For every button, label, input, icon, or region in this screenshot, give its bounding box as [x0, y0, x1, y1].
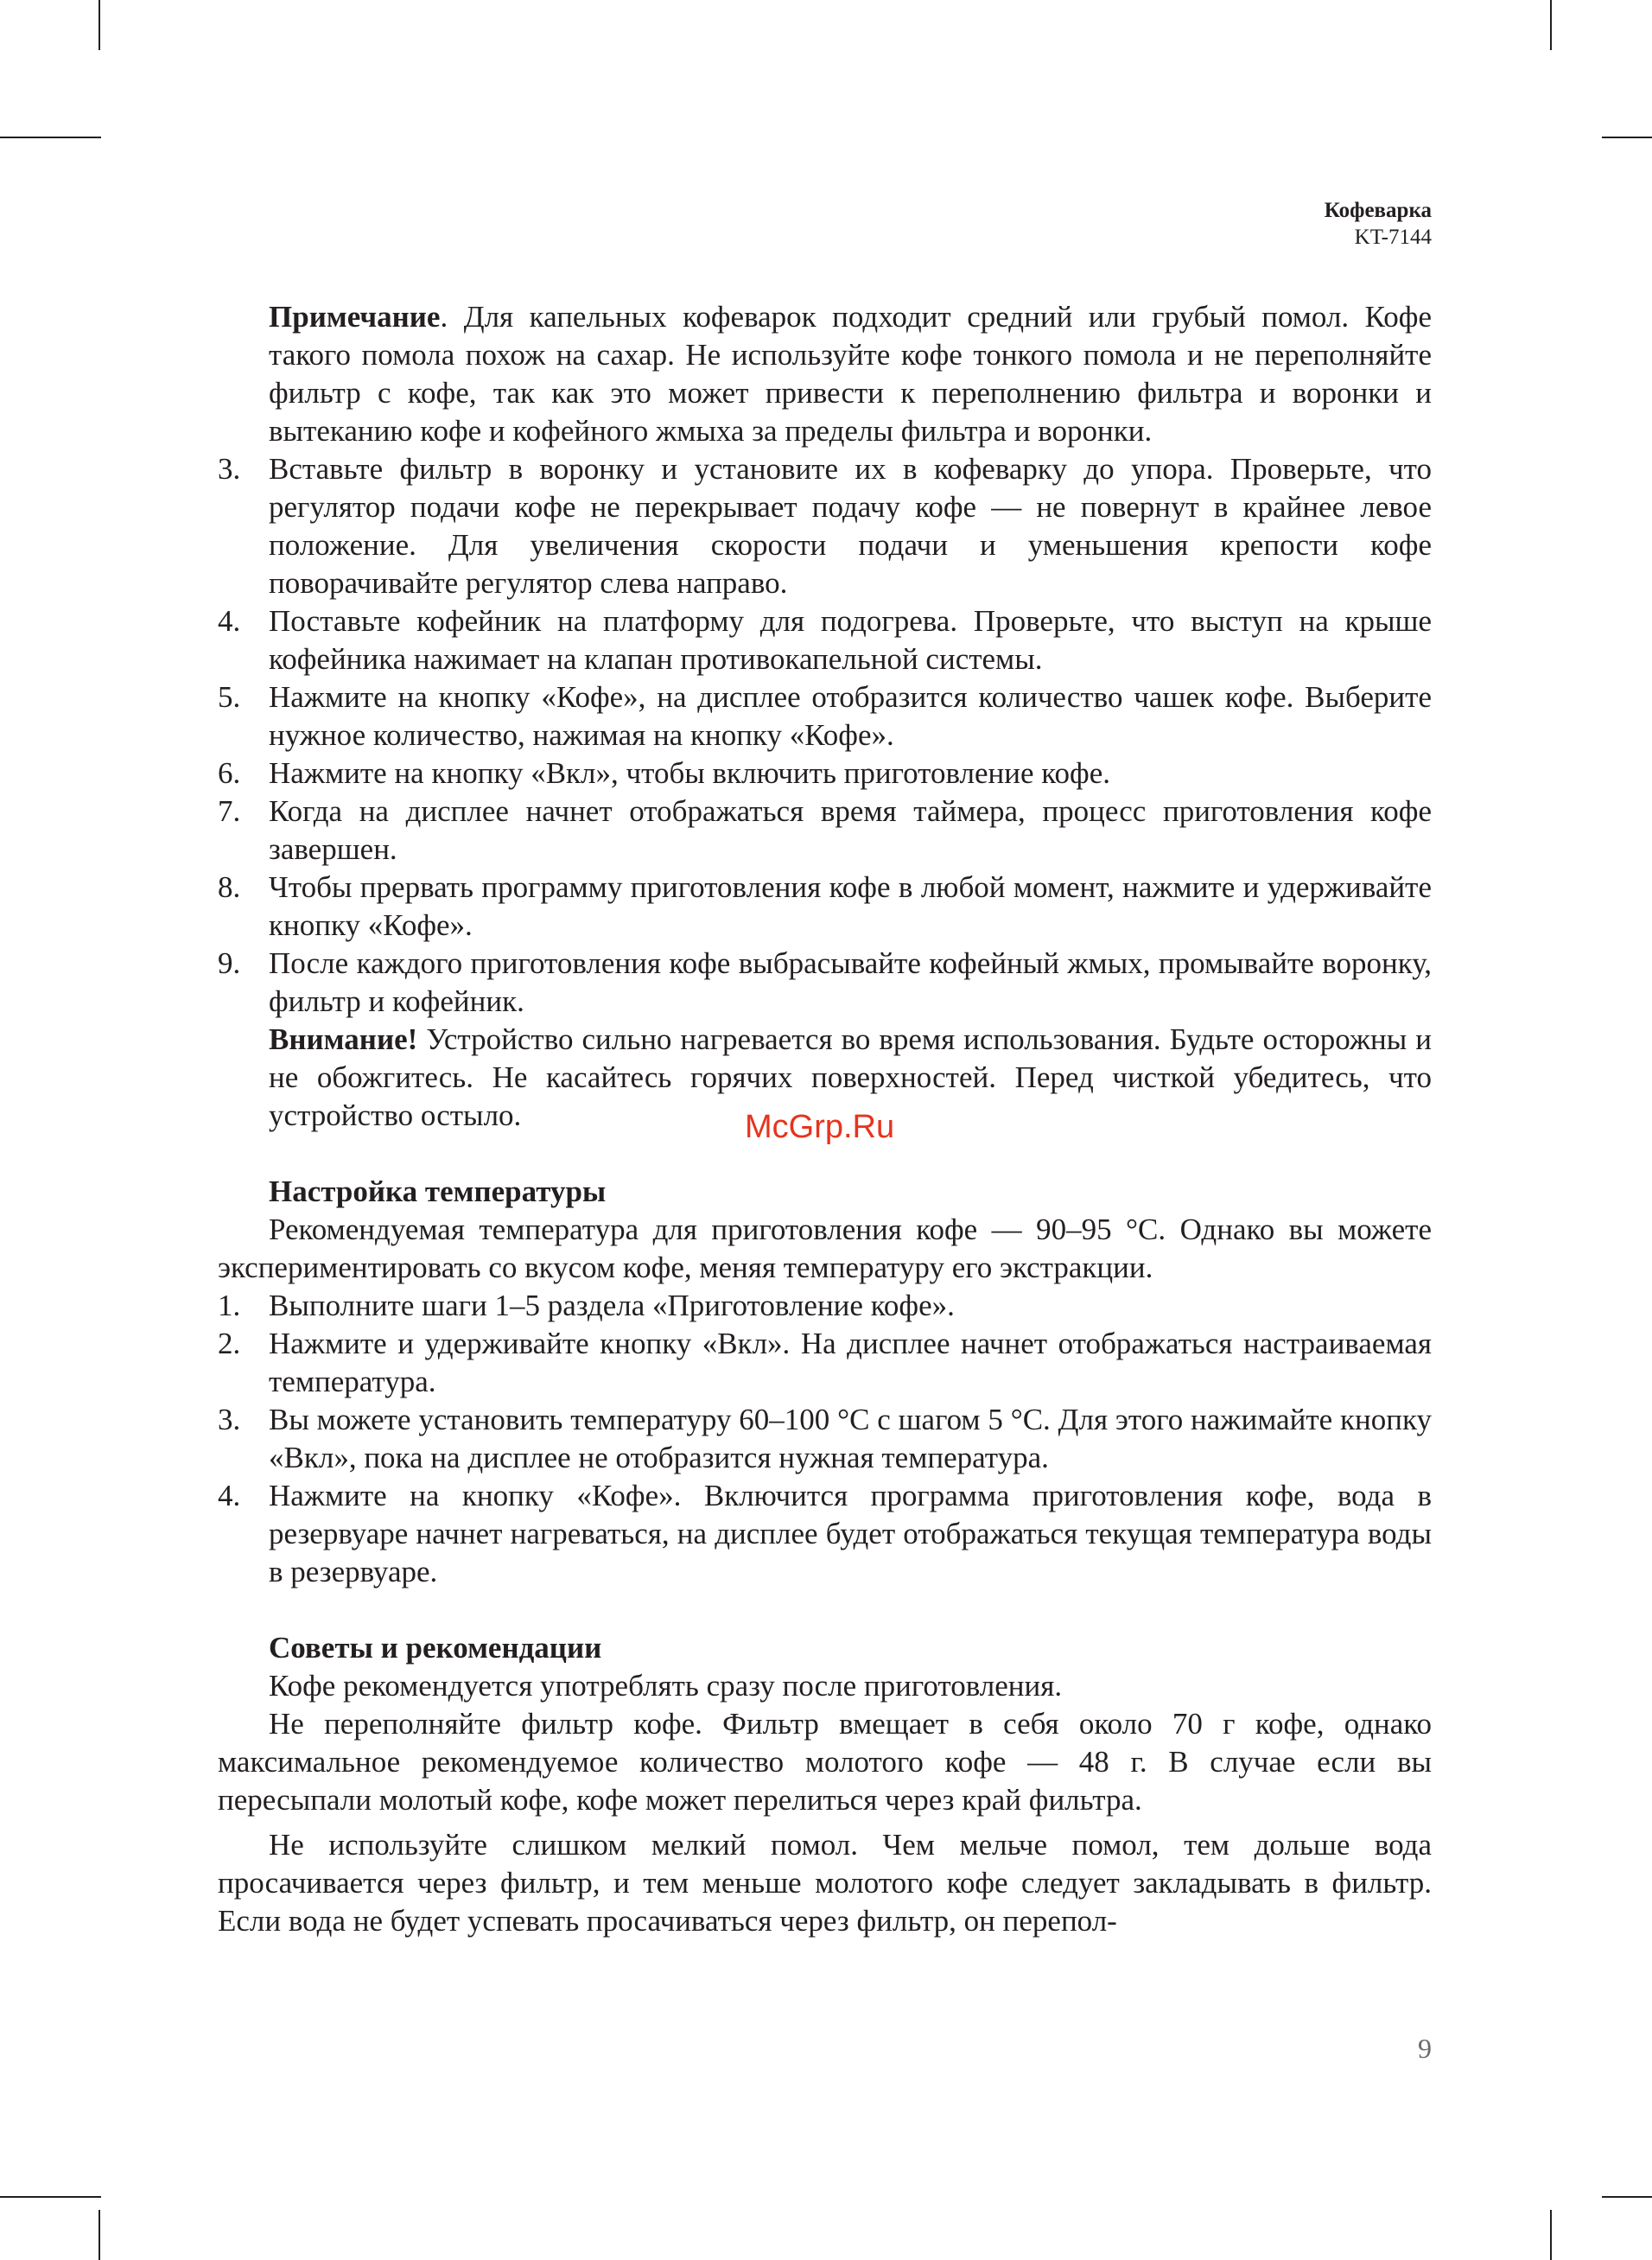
list-text: Выполните шаги 1–5 раздела «Приготовление кофе».: [269, 1289, 955, 1322]
list-number: 8.: [218, 870, 241, 904]
tips-paragraph: Не используйте слишком мелкий помол. Чем мельче помол, тем дольше вода просачивается через фильтр, и тем меньше молотого кофе следует закладывать в фильтр. Если вода не будет успевать просачиваться через фильтр, он перепол-: [218, 1828, 1432, 1938]
list-item: [218, 793, 1432, 869]
list-number: 3.: [218, 452, 241, 486]
list-number: 4.: [218, 604, 241, 638]
list-item: [218, 1325, 1432, 1401]
warning-text: Устройство сильно нагревается во время использования. Будьте осторожны и не обожгитесь. Не касайтесь горячих поверхностей. Перед чисткой убедитесь, что устройство остыло.: [269, 1022, 1432, 1132]
watermark: McGrp.Ru: [745, 1109, 895, 1145]
list-text: Нажмите на кнопку «Кофе». Включится программа приготовления кофе, вода в резервуаре начнет нагреваться, на дисплее будет отображаться текущая температура воды в резервуаре.: [269, 1479, 1432, 1588]
header-model: KT-7144: [1354, 226, 1432, 249]
list-number: 2.: [218, 1327, 241, 1360]
list-item: [218, 1287, 1432, 1325]
running-header: [1325, 197, 1432, 251]
list-item: [218, 1477, 1432, 1591]
list-item: [218, 1401, 1432, 1477]
list-text: Чтобы прервать программу приготовления кофе в любой момент, нажмите и удерживайте кнопку «Кофе».: [269, 870, 1432, 942]
list-text: Поставьте кофейник на платформу для подогрева. Проверьте, что выступ на крыше кофейника нажимает на клапан противокапельной системы.: [269, 604, 1432, 676]
section-heading-tips: Советы и рекомендации: [269, 1631, 602, 1665]
tips-paragraph: Не переполняйте фильтр кофе. Фильтр вмещает в себя около 70 г кофе, однако максимальное рекомендуемое количество молотого кофе — 48 г. В случае если вы пересыпали молотый кофе, кофе может перелиться через край фильтра.: [218, 1707, 1432, 1817]
list-number: 7.: [218, 794, 241, 828]
list-item: [218, 945, 1432, 1021]
list-number: 6.: [218, 756, 241, 790]
list-item: [218, 754, 1432, 793]
list-text: Когда на дисплее начнет отображаться время таймера, процесс приготовления кофе завершен.: [269, 794, 1432, 866]
page-number: 9: [1418, 2033, 1432, 2064]
crop-mark: [1602, 2196, 1652, 2198]
list-number: 1.: [218, 1289, 241, 1322]
list-item: [218, 602, 1432, 678]
list-text: Нажмите на кнопку «Вкл», чтобы включить приготовление кофе.: [269, 756, 1110, 790]
list-text: После каждого приготовления кофе выбрасывайте кофейный жмых, промывайте воронку, фильтр и кофейник.: [269, 946, 1432, 1018]
list-text: Вы можете установить температуру 60–100 °С с шагом 5 °С. Для этого нажимайте кнопку «Вкл», пока на дисплее не отобразится нужная температура.: [269, 1403, 1432, 1474]
list-number: 3.: [218, 1403, 241, 1436]
warning-label: Внимание!: [269, 1022, 418, 1056]
note-paragraph: [218, 298, 1432, 450]
list-text: Нажмите и удерживайте кнопку «Вкл». На дисплее начнет отображаться настраиваемая температура.: [269, 1327, 1432, 1398]
temperature-intro: Рекомендуемая температура для приготовления кофе — 90–95 °С. Однако вы можете экспериментировать со вкусом кофе, меняя температуру его экстракции.: [218, 1213, 1432, 1284]
crop-mark: [1550, 0, 1552, 50]
list-item: [218, 678, 1432, 754]
crop-mark: [98, 0, 100, 50]
crop-mark: [98, 2210, 100, 2260]
list-number: 9.: [218, 946, 241, 980]
list-number: 4.: [218, 1479, 241, 1512]
tips-paragraph: Кофе рекомендуется употреблять сразу после приготовления.: [269, 1669, 1063, 1703]
note-text: . Для капельных кофеварок подходит средний или грубый помол. Кофе такого помола похож на сахар. Не используйте кофе тонкого помола и не переполняйте фильтр с кофе, так как это может привести к переполнению фильтра и воронки и вытеканию кофе и кофейного жмыха за пределы фильтра и воронки.: [269, 300, 1432, 448]
list-item: [218, 450, 1432, 602]
crop-mark: [0, 137, 101, 138]
crop-mark: [0, 2196, 101, 2198]
note-label: Примечание: [269, 300, 441, 334]
list-item: [218, 869, 1432, 945]
list-text: Нажмите на кнопку «Кофе», на дисплее отобразится количество чашек кофе. Выберите нужное количество, нажимая на кнопку «Кофе».: [269, 680, 1432, 752]
list-text: Вставьте фильтр в воронку и установите их в кофеварку до упора. Проверьте, что регулятор подачи кофе не перекрывает подачу кофе — не повернут в крайнее левое положение. Для увеличения скорости подачи и уменьшения крепости кофе поворачивайте регулятор слева направо.: [269, 452, 1432, 600]
crop-mark: [1550, 2210, 1552, 2260]
list-number: 5.: [218, 680, 241, 714]
crop-mark: [1602, 137, 1652, 138]
header-title: Кофеварка: [1324, 199, 1432, 222]
section-heading-temperature: Настройка температуры: [269, 1175, 607, 1208]
